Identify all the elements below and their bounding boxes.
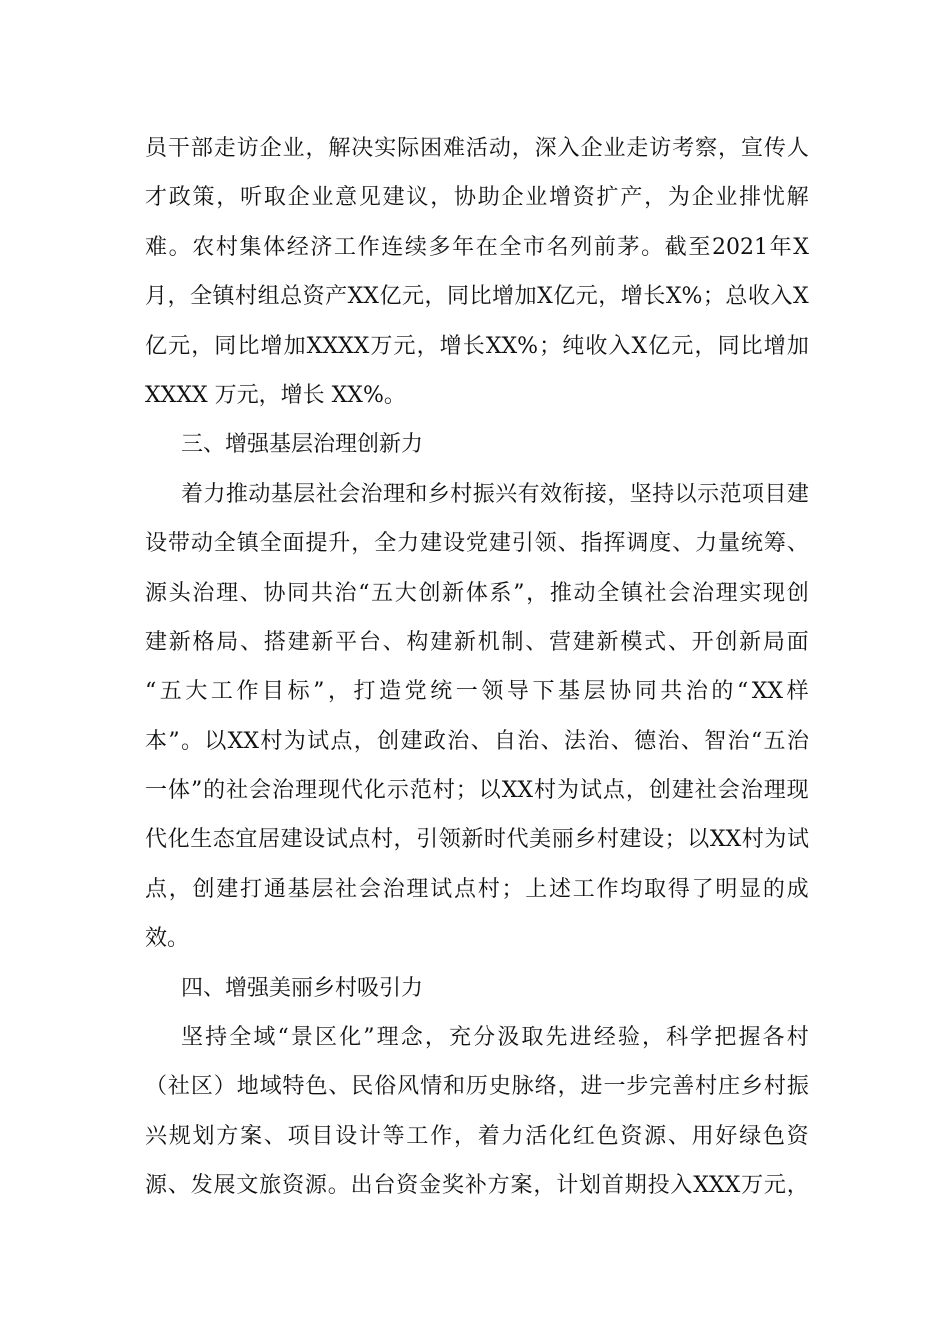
paragraph-line: 源 头 治 理 、 协 同 共 治 “ 五 大 创 新 体 系 ” ， 推 动 全 镇 社 会 治 理 实 现 创 [145,580,809,606]
paragraph-line: 才 政 策 ， 听 取 企 业 意 见 建 议 ， 协 助 企 业 增 资 扩 产 ， 为 企 业 排 忧 解 [145,185,809,211]
paragraph-line: XXXX 万元，增长 XX%。 [145,382,406,408]
paragraph-line: 源 、 发 展 文 旅 资 源 。 出 台 资 金 奖 补 方 案 ， 计 划 首 期 投 入 XXX 万 元 ， [145,1173,809,1199]
paragraph-line: 设 带 动 全 镇 全 面 提 升 ， 全 力 建 设 党 建 引 领 、 指 挥 调 度 、 力 量 统 筹 、 [145,531,809,557]
paragraph-line: 建 新 格 局 、 搭 建 新 平 台 、 构 建 新 机 制 、 营 建 新 模 式 、 开 创 新 局 面 [145,629,809,655]
section-heading: 四、增强美丽乡村吸引力 [181,975,424,1001]
paragraph-line: “ 五 大 工 作 目 标 ” ， 打 造 党 统 一 领 导 下 基 层 协 同 共 治 的 “ XX 样 [145,679,809,705]
section-heading: 三、增强基层治理创新力 [181,432,424,458]
paragraph-line: 着 力 推 动 基 层 社 会 治 理 和 乡 村 振 兴 有 效 衔 接 ， 坚 持 以 示 范 项 目 建 [181,481,809,507]
paragraph-line: 效。 [145,926,190,952]
paragraph-line: 难 。 农 村 集 体 经 济 工 作 连 续 多 年 在 全 市 名 列 前 茅 。 截 至 2021 年 X [145,234,809,260]
paragraph-line: 一 体 ” 的 社 会 治 理 现 代 化 示 范 村 ； 以 XX 村 为 试 点 ， 创 建 社 会 治 理 现 [145,778,809,804]
paragraph-line: 月 ， 全 镇 村 组 总 资 产 XX 亿 元 ， 同 比 增 加 X 亿 元 ， 增 长 X% ； 总 收 入 X [145,284,809,310]
paragraph-line: 本 ” 。 以 XX 村 为 试 点 ， 创 建 政 治 、 自 治 、 法 治 、 德 治 、 智 治 “ 五 治 [145,728,809,754]
document-body [145,124,809,1211]
paragraph-line: 兴 规 划 方 案 、 项 目 设 计 等 工 作 ， 着 力 活 化 红 色 资 源 、 用 好 绿 色 资 [145,1123,809,1149]
paragraph-line: （ 社 区 ） 地 域 特 色 、 民 俗 风 情 和 历 史 脉 络 ， 进 一 步 完 善 村 庄 乡 村 振 [145,1074,809,1100]
paragraph-line: 坚 持 全 域 “ 景 区 化 ” 理 念 ， 充 分 汲 取 先 进 经 验 ， 科 学 把 握 各 村 [181,1025,809,1051]
paragraph-line: 员 干 部 走 访 企 业 ， 解 决 实 际 困 难 活 动 ， 深 入 企 业 走 访 考 察 ， 宣 传 人 [145,136,809,161]
paragraph-line: 代 化 生 态 宜 居 建 设 试 点 村 ， 引 领 新 时 代 美 丽 乡 村 建 设 ； 以 XX 村 为 试 [145,827,809,853]
paragraph-line: 亿 元 ， 同 比 增 加 XXXX 万 元 ， 增 长 XX% ； 纯 收 入 X 亿 元 ， 同 比 增 加 [145,333,809,359]
paragraph-line: 点 ， 创 建 打 通 基 层 社 会 治 理 试 点 村 ； 上 述 工 作 均 取 得 了 明 显 的 成 [145,876,809,902]
